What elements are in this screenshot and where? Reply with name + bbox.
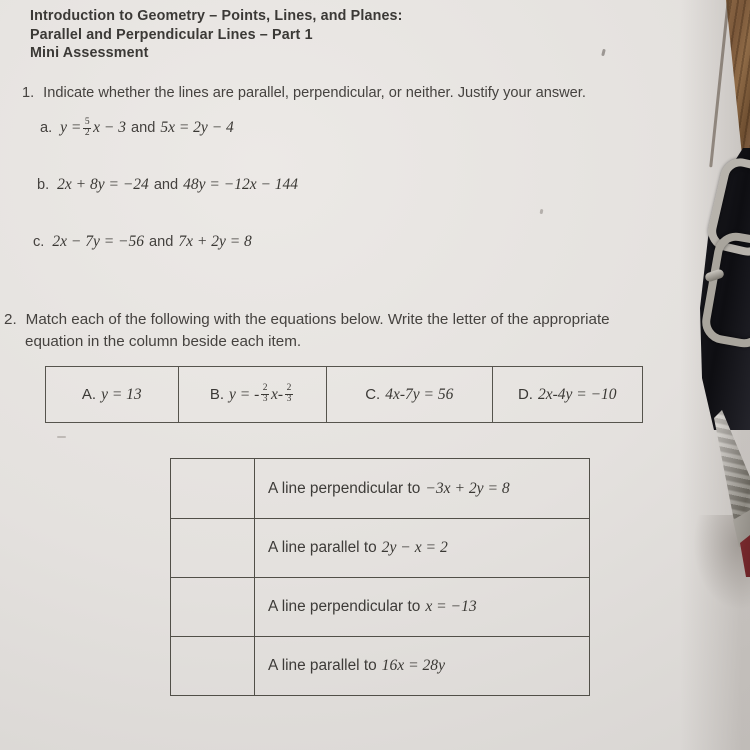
pencil-icon <box>700 405 750 580</box>
part-b-eq2: 48y = −12x − 144 <box>183 176 299 193</box>
part-a-conjunction: and <box>130 120 156 136</box>
pencil-mark <box>57 436 66 438</box>
part-a-eq2: 5x = 2y − 4 <box>160 119 234 136</box>
part-a-eq1-post: x − 3 <box>93 119 126 136</box>
choice-B <box>178 367 327 422</box>
question-1-part-a <box>40 115 234 141</box>
part-c-label: c. <box>33 234 45 250</box>
match-item-2 <box>255 518 589 577</box>
answer-cell-3 <box>171 577 255 636</box>
part-b-eq1: 2x + 8y = −24 <box>57 176 149 193</box>
part-a-eq1-pre: y = <box>60 119 82 136</box>
part-b-conjunction: and <box>153 177 179 193</box>
part-a-label: a. <box>40 120 53 136</box>
part-b-label: b. <box>37 177 50 193</box>
match-item-3-equation: x = −13 <box>425 598 477 615</box>
match-item-1-text: A line perpendicular to <box>268 479 421 497</box>
choice-D-equation: 2x-4y = −10 <box>537 385 617 403</box>
choice-A <box>46 367 178 422</box>
fraction-denominator: 2 <box>84 127 90 138</box>
match-item-3 <box>255 577 589 636</box>
question-1-part-b <box>37 176 298 194</box>
pencil-mark <box>540 209 543 214</box>
part-c-conjunction: and <box>149 234 174 250</box>
choice-C-equation: 4x-7y = 56 <box>385 385 454 403</box>
part-a-fraction <box>83 118 91 139</box>
fraction-denominator: 3 <box>262 394 268 404</box>
match-item-1-equation: −3x + 2y = 8 <box>425 479 510 497</box>
choice-B-fraction-1 <box>261 384 269 405</box>
paper-edge-line <box>709 0 729 167</box>
question-1-part-c <box>33 233 252 251</box>
question-2-prompt-line-2: equation in the column beside each item. <box>25 333 302 350</box>
choice-C <box>326 367 491 422</box>
match-item-2-text: A line parallel to <box>268 539 377 556</box>
choice-D <box>492 367 643 422</box>
question-1 <box>22 85 586 101</box>
answer-cell-4 <box>171 636 255 695</box>
pencil-mark <box>601 49 606 57</box>
match-item-1 <box>255 459 589 518</box>
match-table <box>170 458 590 696</box>
choice-A-label: A. <box>81 386 97 403</box>
equation-choices-table <box>45 366 643 423</box>
answer-cell-2 <box>171 518 255 577</box>
part-c-eq2: 7x + 2y = 8 <box>178 233 252 250</box>
choice-B-label: B. <box>209 386 224 403</box>
choice-B-fraction-2 <box>285 384 293 405</box>
wood-desk-corner <box>716 0 750 168</box>
match-item-2-equation: 2y − x = 2 <box>381 539 448 556</box>
fraction-numerator: 5 <box>84 116 90 127</box>
choice-D-label: D. <box>517 386 533 403</box>
answer-cell-1 <box>171 459 255 518</box>
header-line-3: Mini Assessment <box>30 45 149 62</box>
question-2 <box>4 311 610 328</box>
question-1-prompt: Indicate whether the lines are parallel, perpendicular, or neither. Justify your answer. <box>43 85 586 101</box>
fraction-denominator: 3 <box>286 394 292 404</box>
choice-C-label: C. <box>365 386 381 403</box>
fraction-numerator: 2 <box>262 383 268 394</box>
choice-B-eq-pre: y = - <box>229 385 260 403</box>
fraction-numerator: 2 <box>286 383 292 394</box>
header-line-2: Parallel and Perpendicular Lines – Part 1 <box>30 26 313 43</box>
match-item-4-equation: 16x = 28y <box>381 657 446 674</box>
buckle-loop-icon <box>699 229 750 350</box>
question-1-number: 1. <box>22 85 35 101</box>
header-line-1: Introduction to Geometry – Points, Lines, and Planes: <box>30 8 403 24</box>
choice-A-equation: y = 13 <box>101 385 142 403</box>
match-item-3-text: A line perpendicular to <box>268 598 421 615</box>
question-2-number: 2. <box>4 311 17 328</box>
worksheet-header <box>30 7 403 63</box>
match-item-4-text: A line parallel to <box>268 657 377 674</box>
question-2-prompt-line-1: Match each of the following with the equations below. Write the letter of the appropriate <box>25 311 610 328</box>
match-item-4 <box>255 636 589 695</box>
choice-B-eq-mid: x- <box>271 385 284 403</box>
part-c-eq1: 2x − 7y = −56 <box>52 233 144 250</box>
